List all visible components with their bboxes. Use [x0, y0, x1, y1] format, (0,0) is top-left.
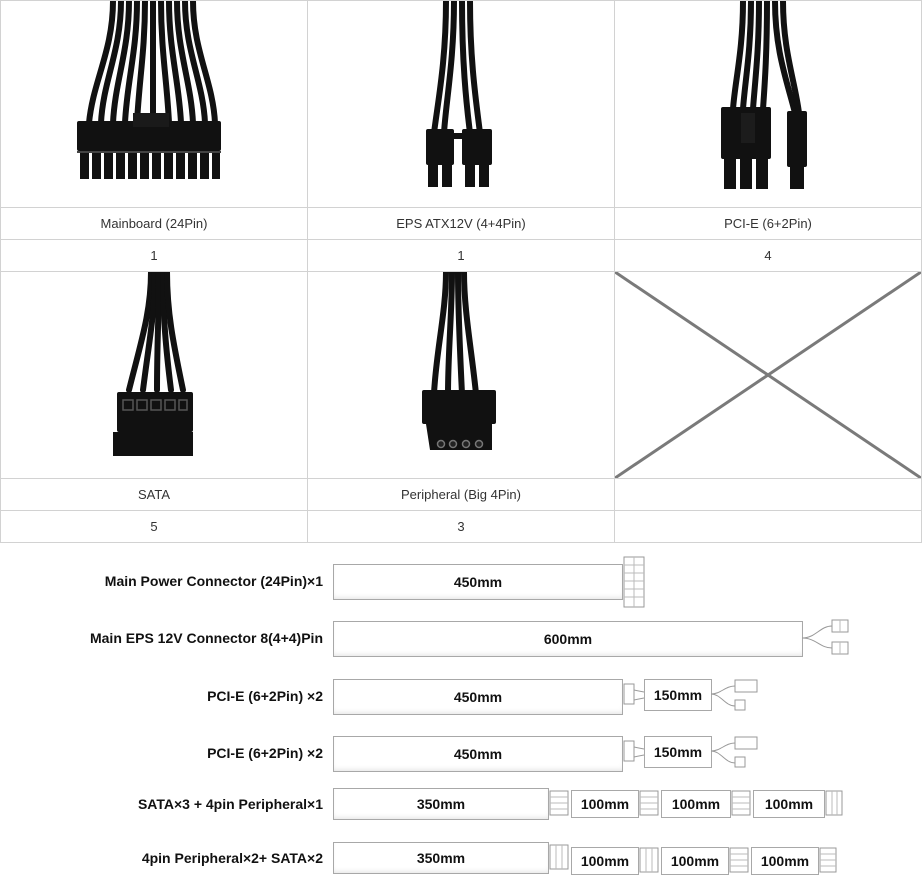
- pcie-6plus2-connector-icon: [615, 1, 921, 207]
- sata-plug-icon: [548, 789, 570, 817]
- cable-label: Main EPS 12V Connector 8(4+4)Pin: [89, 630, 323, 646]
- pcie-plug-icon: [622, 737, 644, 769]
- molex-connector-icon: [308, 272, 614, 478]
- cable-segment-length: 100mm: [661, 790, 731, 818]
- cable-segment-length: 100mm: [753, 790, 825, 818]
- sata-plug-icon: [638, 789, 660, 817]
- empty-cross-icon: [615, 272, 921, 478]
- atx-24pin-connector-icon: [1, 1, 307, 207]
- connector-name: SATA: [137, 487, 171, 502]
- pcie-plug-icon: [711, 735, 763, 771]
- connector-name: Peripheral (Big 4Pin): [401, 487, 521, 502]
- molex-plug-icon: [824, 789, 846, 817]
- cable-label: SATA×3 + 4pin Peripheral×1: [137, 796, 323, 812]
- sata-plug-icon: [730, 789, 752, 817]
- sata-plug-icon: [818, 846, 840, 874]
- cable-segment-length: 100mm: [751, 847, 819, 875]
- connector-count: 4: [764, 248, 772, 263]
- molex-plug-icon: [638, 846, 660, 874]
- cable-label: PCI-E (6+2Pin) ×2: [207, 688, 323, 704]
- cable-label: PCI-E (6+2Pin) ×2: [207, 745, 323, 761]
- connector-count: 5: [150, 519, 158, 534]
- molex-plug-icon: [548, 843, 570, 871]
- grid-line: [0, 542, 922, 543]
- connector-name: PCI-E (6+2Pin): [724, 216, 812, 231]
- cable-segment-length: 150mm: [644, 736, 712, 768]
- pcie-plug-icon: [622, 680, 644, 712]
- sata-plug-icon: [728, 846, 750, 874]
- connector-name: EPS ATX12V (4+4Pin): [396, 216, 526, 231]
- cable-length: 600mm: [333, 621, 803, 657]
- connector-count: 3: [457, 519, 465, 534]
- cable-length: 350mm: [333, 842, 549, 874]
- cable-segment-length: 100mm: [571, 790, 639, 818]
- sata-connector-icon: [1, 272, 307, 478]
- atx-plug-icon: [622, 556, 646, 608]
- eps-plug-icon: [802, 616, 854, 660]
- cable-segment-length: 100mm: [661, 847, 729, 875]
- connector-name: [615, 479, 921, 510]
- connector-count: 1: [150, 248, 158, 263]
- pcie-plug-icon: [711, 678, 763, 714]
- cable-segment-length: 100mm: [571, 847, 639, 875]
- cable-length: 350mm: [333, 788, 549, 820]
- cable-length: 450mm: [333, 679, 623, 715]
- cable-segment-length: 150mm: [644, 679, 712, 711]
- cable-length: 450mm: [333, 736, 623, 772]
- connector-count: 1: [457, 248, 465, 263]
- cable-label: Main Power Connector (24Pin)×1: [104, 573, 323, 589]
- connector-count: [615, 511, 921, 542]
- cable-length: 450mm: [333, 564, 623, 600]
- connector-name: Mainboard (24Pin): [100, 216, 208, 231]
- cable-label: 4pin Peripheral×2+ SATA×2: [141, 850, 323, 866]
- eps-4plus4-connector-icon: [308, 1, 614, 207]
